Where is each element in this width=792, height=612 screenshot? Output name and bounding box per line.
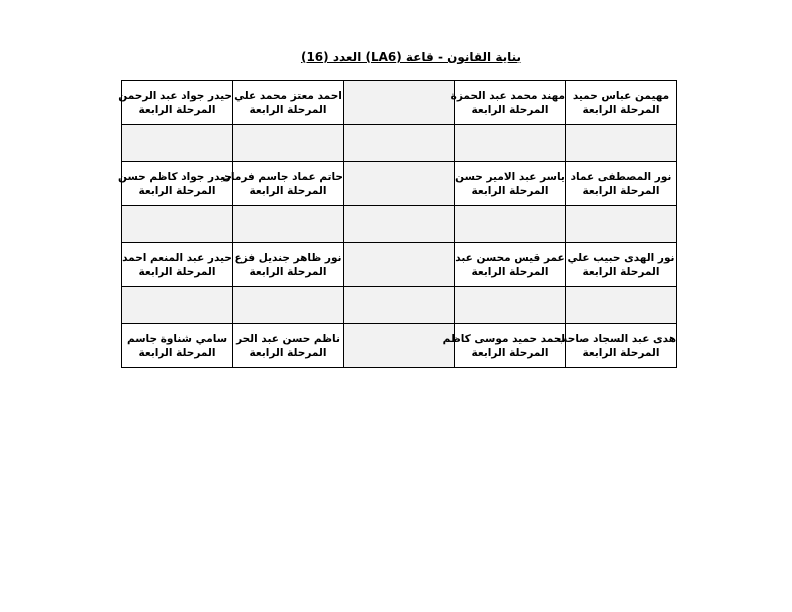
student-stage: المرحلة الرابعة (471, 103, 549, 116)
student-cell (122, 324, 233, 368)
student-stage: المرحلة الرابعة (471, 184, 549, 197)
student-stage: المرحلة الرابعة (582, 346, 660, 359)
empty-cell (344, 243, 455, 287)
student-cell (233, 324, 344, 368)
student-stage: المرحلة الرابعة (249, 103, 327, 116)
student-stage: المرحلة الرابعة (471, 265, 549, 278)
student-name: ياسر عبد الامير حسن (455, 170, 565, 183)
student-name: مهند محمد عبد الحمزة (450, 89, 565, 102)
student-cell (221, 162, 344, 206)
student-stage: المرحلة الرابعة (249, 346, 327, 359)
student-cell (442, 324, 566, 368)
student-name: حيدر جواد عبد الرحمن (118, 89, 232, 102)
student-cell (233, 81, 344, 125)
student-cell (455, 162, 566, 206)
table-row (122, 324, 677, 368)
page-title: بناية القانون - قاعة (LA6) العدد (16) (300, 50, 522, 64)
student-name: احمد حميد موسى كاظم (442, 332, 565, 345)
student-stage: المرحلة الرابعة (138, 346, 216, 359)
table-row (122, 81, 677, 125)
empty-cell (344, 206, 455, 243)
student-name: عمر قيس محسن عبد (455, 251, 565, 264)
empty-cell (455, 287, 566, 324)
student-name: حيدر جواد كاظم حسن (118, 170, 232, 183)
empty-cell (566, 125, 677, 162)
student-cell (118, 81, 233, 125)
student-stage: المرحلة الرابعة (582, 184, 660, 197)
student-cell (566, 81, 677, 125)
empty-cell (122, 206, 233, 243)
student-stage: المرحلة الرابعة (249, 184, 327, 197)
empty-cell (455, 125, 566, 162)
student-name: مهيمن عباس حميد (572, 89, 670, 102)
empty-cell (344, 81, 455, 125)
empty-cell (233, 125, 344, 162)
student-stage: المرحلة الرابعة (471, 346, 549, 359)
student-stage: المرحلة الرابعة (138, 265, 216, 278)
student-name: سامي شناوة جاسم (126, 332, 228, 345)
spacer-row (122, 287, 677, 324)
student-name: نور ظاهر جنديل فزع (234, 251, 342, 264)
student-cell (118, 162, 233, 206)
student-cell (122, 243, 233, 287)
student-cell (233, 243, 344, 287)
table-row (122, 162, 677, 206)
student-cell (566, 162, 677, 206)
student-cell (455, 243, 566, 287)
seating-table (118, 80, 677, 368)
student-name: هدى عبد السجاد صاحب (556, 332, 676, 345)
student-cell (450, 81, 566, 125)
table-row (122, 243, 677, 287)
empty-cell (455, 206, 566, 243)
student-name: حاتم عماد جاسم فرمان (221, 170, 343, 183)
student-name: نور المصطفى عماد (570, 170, 672, 183)
student-stage: المرحلة الرابعة (138, 103, 216, 116)
empty-cell (344, 162, 455, 206)
student-stage: المرحلة الرابعة (582, 103, 660, 116)
empty-cell (233, 287, 344, 324)
student-name: ناظم حسن عبد الحر (236, 332, 340, 345)
empty-cell (122, 287, 233, 324)
empty-cell (344, 125, 455, 162)
student-stage: المرحلة الرابعة (138, 184, 216, 197)
empty-cell (233, 206, 344, 243)
student-cell (566, 243, 677, 287)
student-name: حيدر عبد المنعم احمد (122, 251, 232, 264)
student-name: نور الهدى حبيب علي (567, 251, 675, 264)
empty-cell (566, 287, 677, 324)
empty-cell (566, 206, 677, 243)
empty-cell (344, 324, 455, 368)
student-name: احمد معتز محمد علي (234, 89, 342, 102)
spacer-row (122, 125, 677, 162)
student-cell (556, 324, 677, 368)
spacer-row (122, 206, 677, 243)
student-stage: المرحلة الرابعة (582, 265, 660, 278)
empty-cell (344, 287, 455, 324)
empty-cell (122, 125, 233, 162)
student-stage: المرحلة الرابعة (249, 265, 327, 278)
